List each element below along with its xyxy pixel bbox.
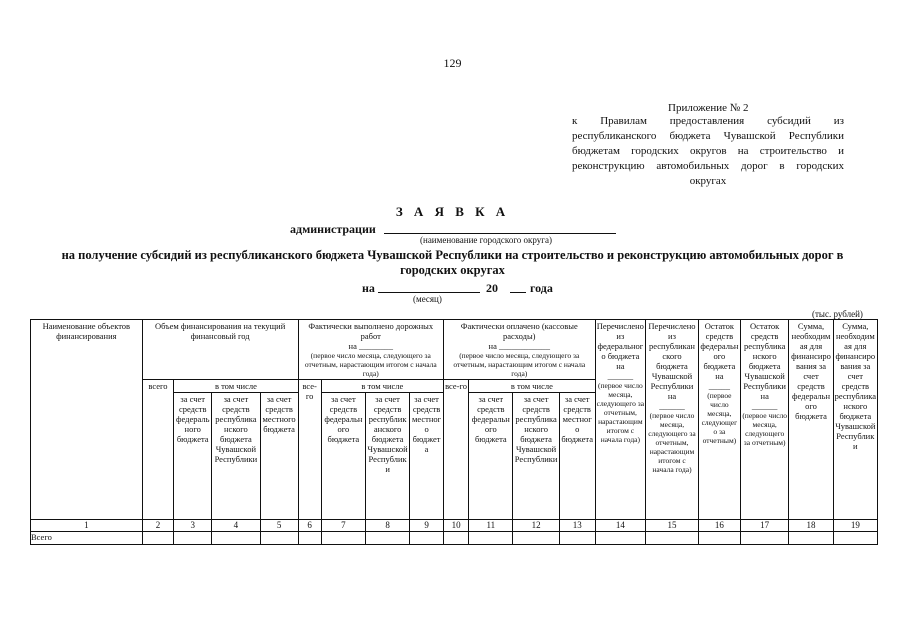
col14-note: (первое число месяца, следующего за отчетным, нарастающим итогом с начала года) <box>596 381 645 444</box>
col-number: 9 <box>410 520 444 532</box>
cell <box>513 532 559 545</box>
col-number: 11 <box>469 520 513 532</box>
col-name-header: Наименование объектов финансирования <box>31 320 143 520</box>
col17-title: Остаток средств республиканского бюджета Чувашской Республики на <box>743 321 786 401</box>
col16-header: Остаток средств федерального бюджета на _____ (первое число месяца, следующего за отчетным) <box>698 320 740 520</box>
done-rep: за счет средств республиканского бюджета Чувашской Республики <box>365 393 409 520</box>
plan-rep: за счет средств республиканского бюджета Чувашской Республики <box>212 393 260 520</box>
total-row <box>31 532 878 545</box>
col15-header: Перечислено из республиканского бюджета Чувашской Республики на ______ (первое число месяца, следующего за отчетным, нарастающим итогом с начала года) <box>646 320 699 520</box>
col15-note: (первое число месяца, следующего за отчетным, нарастающим итогом с начала года) <box>648 411 696 474</box>
col-number: 15 <box>646 520 699 532</box>
paid-group-header <box>443 320 595 380</box>
col-number: 7 <box>321 520 365 532</box>
cell <box>740 532 788 545</box>
col-number: 2 <box>142 520 174 532</box>
col-number: 14 <box>595 520 646 532</box>
paid-na-label: на <box>488 341 497 351</box>
col-number: 8 <box>365 520 409 532</box>
month-hint: (месяц) <box>413 294 442 304</box>
col-number: 3 <box>174 520 212 532</box>
cell <box>174 532 212 545</box>
paid-title: Фактически оплачено (кассовые расходы) <box>460 321 578 341</box>
paid-note: (первое число месяца, следующего за отчетным, нарастающим итогом с начала года) <box>453 351 586 378</box>
month-fill-line <box>378 292 480 293</box>
done-note: (первое число месяца, следующего за отчетным, нарастающим итогом с начала года) <box>304 351 437 378</box>
units-label: (тыс. рублей) <box>812 309 863 319</box>
plan-fed: за счет средств федерального бюджета <box>174 393 212 520</box>
col-number: 16 <box>698 520 740 532</box>
done-total: все-го <box>298 380 321 520</box>
cell <box>595 532 646 545</box>
administration-fill-line <box>384 233 616 234</box>
request-table <box>30 319 878 545</box>
administration-hint: (наименование городского округа) <box>420 235 552 245</box>
cell <box>443 532 468 545</box>
col16-title: Остаток средств федерального бюджета на <box>700 321 739 381</box>
done-na-label: на <box>348 341 357 351</box>
paid-rep: за счет средств республиканского бюджета Чувашской Республики <box>513 393 559 520</box>
cell <box>646 532 699 545</box>
paid-fed: за счет средств федерального бюджета <box>469 393 513 520</box>
cell <box>789 532 833 545</box>
col-number: 17 <box>740 520 788 532</box>
col16-note: (первое число месяца, следующего за отчетным) <box>701 391 738 445</box>
done-loc: за счет средств местного бюджета <box>410 393 444 520</box>
cell <box>469 532 513 545</box>
date-year: 20 <box>486 281 498 295</box>
col14-header: Перечислено из федерального бюджета на ______ (первое число месяца, следующего за отчетным, нарастающим итогом с начала года) <box>595 320 646 520</box>
col-number: 4 <box>212 520 260 532</box>
administration-label: администрации <box>290 222 376 236</box>
cell <box>321 532 365 545</box>
appendix-title: Приложение № 2 <box>668 102 749 114</box>
col19-header: Сумма, необходимая для финансирования за счет средств республиканского бюджета Чувашской Республики <box>833 320 877 520</box>
cell <box>698 532 740 545</box>
cell <box>298 532 321 545</box>
col14-title: Перечислено из федерального бюджета на <box>596 321 644 371</box>
document-title: З А Я В К А <box>395 204 510 219</box>
plan-incl: в том числе <box>174 380 298 393</box>
column-numbers-row <box>31 520 878 532</box>
paid-na: на ____________ <box>488 341 550 351</box>
col-number: 19 <box>833 520 877 532</box>
done-na: на ________ <box>348 341 393 351</box>
col-number: 12 <box>513 520 559 532</box>
paid-total: все-го <box>443 380 468 520</box>
col-number: 6 <box>298 520 321 532</box>
col-number: 5 <box>260 520 298 532</box>
col-number: 18 <box>789 520 833 532</box>
done-incl: в том числе <box>321 380 443 393</box>
done-title: Фактически выполнено дорожных работ <box>308 321 434 341</box>
purpose-text: на получение субсидий из республиканского бюджета Чувашской Республики на строительство и реконструкцию автомобильных дорог в городских округах <box>61 248 844 277</box>
cell <box>833 532 877 545</box>
col17-header: Остаток средств республиканского бюджета Чувашской Республики на ______ (первое число месяца, следующего за отчетным) <box>740 320 788 520</box>
col17-note: (первое число месяца, следующего за отчетным) <box>742 411 788 447</box>
date-prefix: на <box>362 281 375 295</box>
cell <box>410 532 444 545</box>
done-group-header <box>298 320 443 380</box>
plan-group-header: Объем финансирования на текущий финансовый год <box>142 320 298 380</box>
total-row-label: Всего <box>31 532 143 545</box>
appendix-text: к Правилам предоставления субсидий из республиканского бюджета Чувашской Республики бюджетам городских округов на строительство и реконструкцию автомобильных дорог в городских округах <box>572 115 844 187</box>
col-number: 10 <box>443 520 468 532</box>
col15-title: Перечислено из республиканского бюджета Чувашской Республики на <box>648 321 696 401</box>
paid-incl: в том числе <box>469 380 595 393</box>
col-number: 1 <box>31 520 143 532</box>
cell <box>142 532 174 545</box>
cell <box>212 532 260 545</box>
plan-loc: за счет средств местного бюджета <box>260 393 298 520</box>
page-number: 129 <box>443 56 462 70</box>
cell <box>365 532 409 545</box>
done-fed: за счет средств федерального бюджета <box>321 393 365 520</box>
cell <box>559 532 595 545</box>
date-suffix: года <box>530 281 553 295</box>
col-number: 13 <box>559 520 595 532</box>
paid-loc: за счет средств местного бюджета <box>559 393 595 520</box>
cell <box>260 532 298 545</box>
plan-total: всего <box>142 380 174 520</box>
col18-header: Сумма, необходимая для финансирования за счет средств федерального бюджета <box>789 320 833 520</box>
year-fill-line <box>510 292 526 293</box>
